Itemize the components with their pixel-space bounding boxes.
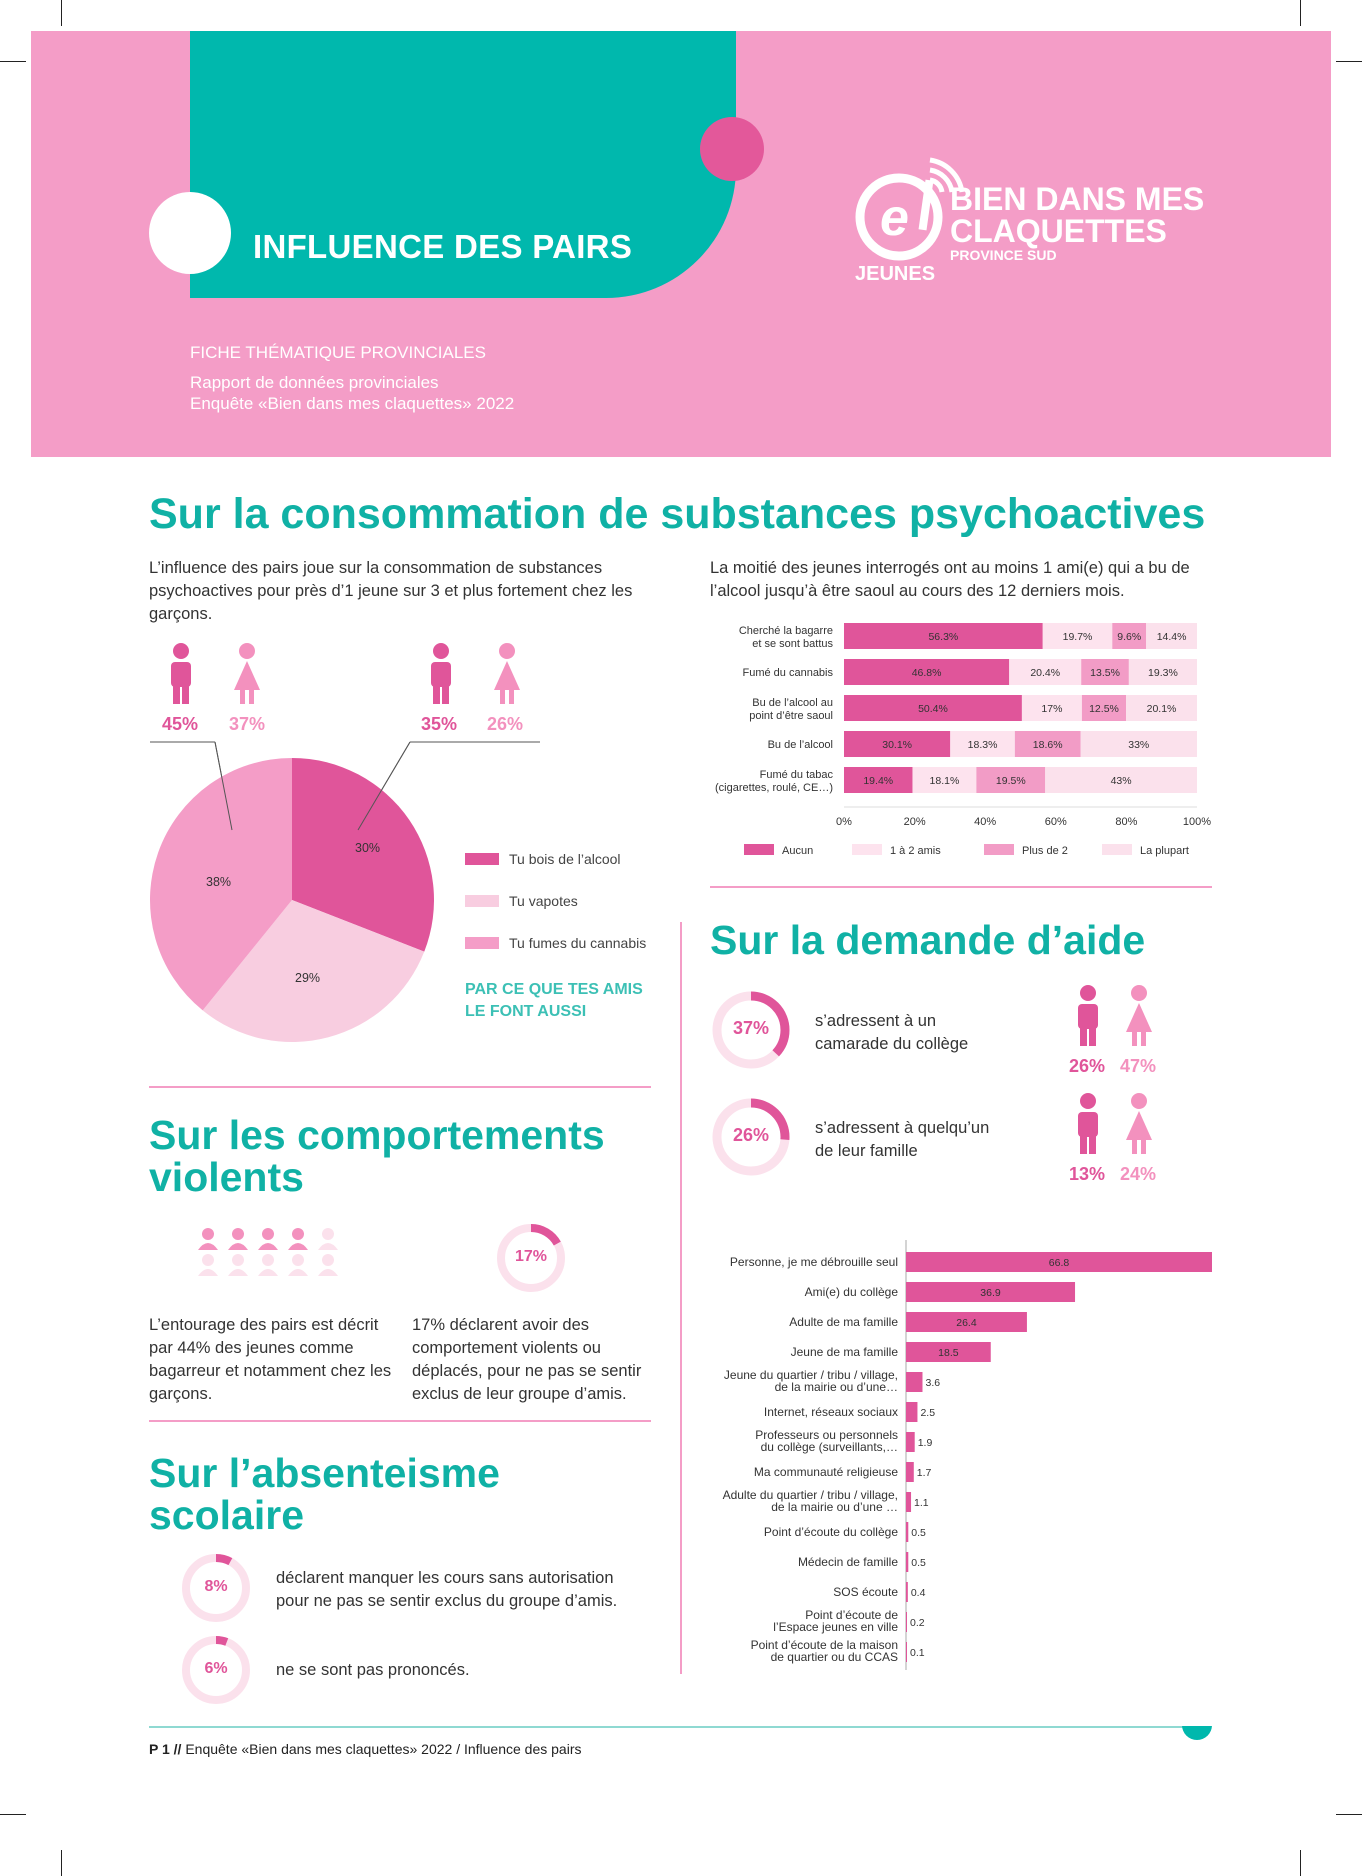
legend-label: Tu vapotes [509, 893, 578, 909]
divider [149, 1420, 651, 1422]
legend-label: Tu fumes du cannabis [509, 935, 647, 951]
x-tick-label: 40% [974, 816, 997, 828]
legend-swatch [465, 853, 499, 865]
bar [906, 1492, 911, 1512]
bar-category-label: SOS écoute [833, 1585, 898, 1599]
section-title [149, 1114, 605, 1198]
person-icon [318, 1269, 338, 1276]
boy-icon [426, 642, 456, 704]
bar-value: 46.8% [911, 667, 942, 679]
svg-text:e: e [880, 189, 909, 247]
bar-value: 26.4 [956, 1317, 977, 1329]
report-line: Rapport de données provinciales [190, 373, 439, 392]
title-line: Sur les comportements [149, 1112, 605, 1158]
donut-pct: 6% [204, 1660, 228, 1677]
pie-label: 30% [355, 841, 381, 855]
pct-boys: 13% [1069, 1164, 1106, 1184]
person-icon [318, 1243, 338, 1250]
bar [906, 1372, 922, 1392]
pct-girls: 37% [229, 714, 266, 734]
bar-category-label: Bu de l’alcool [767, 739, 833, 751]
aide-text [815, 1117, 989, 1163]
boy-icon [166, 642, 196, 704]
bar-value: 19.7% [1062, 631, 1093, 643]
bar-value: 19.3% [1148, 667, 1178, 679]
bar-value: 1.1 [914, 1497, 929, 1509]
person-icon [322, 1254, 334, 1266]
x-tick-label: 60% [1044, 816, 1067, 828]
legend-swatch [465, 895, 499, 907]
report-info [190, 372, 514, 414]
absent-line: pour ne pas se sentir exclus du groupe d’amis. [276, 1592, 618, 1610]
crop-mark [1300, 1850, 1301, 1876]
person-icon [292, 1254, 304, 1266]
bar [906, 1432, 915, 1452]
legend-swatch [984, 844, 1014, 855]
person-icon [202, 1254, 214, 1266]
bar-value: 20.4% [1030, 667, 1061, 679]
aide-line: de leur famille [815, 1142, 918, 1160]
title-line: violents [149, 1154, 304, 1200]
bar-value: 18.6% [1032, 739, 1063, 751]
section-title: Sur la demande d’aide [710, 917, 1146, 963]
legend-label: Plus de 2 [1022, 845, 1068, 857]
bar-value: 14.4% [1156, 631, 1187, 643]
bar-value: 33% [1128, 739, 1150, 751]
bar-value: 3.6 [925, 1377, 941, 1389]
bar-category-label: de quartier ou du CCAS [770, 1650, 898, 1664]
intro-left: L’influence des pairs joue sur la consommation de substances psychoactives pour près d’1 jeune sur 3 et plus fortement chez les garçons. [149, 559, 633, 623]
bar-value: 19.4% [863, 775, 894, 787]
aide-text [815, 1010, 968, 1056]
decor-circle [149, 192, 231, 274]
bar [906, 1642, 907, 1662]
pie-label: 38% [206, 875, 232, 889]
bar-value: 18.3% [967, 739, 998, 751]
report-line: Enquête «Bien dans mes claquettes» 2022 [190, 394, 515, 413]
donut-pct: 17% [514, 1248, 548, 1265]
bar-category-label: Point d’écoute du collège [763, 1525, 898, 1539]
pct-boys: 26% [1069, 1056, 1106, 1076]
bar-value: 0.5 [911, 1557, 926, 1569]
logo-jeunes: JEUNES [855, 263, 936, 285]
bar-category-label: Adulte de ma famille [789, 1315, 898, 1329]
person-icon [292, 1228, 304, 1240]
bar-value: 0.1 [910, 1647, 925, 1659]
crop-mark [1336, 61, 1362, 62]
person-icon [288, 1243, 308, 1250]
bar-value: 19.5% [995, 775, 1026, 787]
donut-pct: 8% [204, 1578, 228, 1595]
bar-category-label: Cherché la bagarre [738, 625, 833, 637]
bar-category-label: Ma communauté religieuse [753, 1465, 898, 1479]
absent-line: déclarent manquer les cours sans autorisation [276, 1569, 614, 1587]
bar-value: 18.5 [938, 1347, 959, 1359]
fiche-label: FICHE THÉMATIQUE PROVINCIALES [190, 343, 486, 362]
person-icon [262, 1228, 274, 1240]
aide-line: camarade du collège [815, 1035, 969, 1053]
person-icon [288, 1269, 308, 1276]
page-title: INFLUENCE DES PAIRS [253, 228, 633, 265]
logo-line: CLAQUETTES [950, 213, 1167, 249]
bar [906, 1582, 908, 1602]
bar-value: 12.5% [1089, 703, 1119, 715]
bar-category-label: et se sont battus [752, 638, 833, 650]
pie-label: 29% [295, 971, 321, 985]
pct-girls: 24% [1120, 1164, 1157, 1184]
bar [906, 1522, 908, 1542]
bar-category-label: Médecin de famille [797, 1555, 898, 1569]
violents-text: L’entourage des pairs est décrit par 44% des jeunes comme bagarreur et notamment chez les garçons. [149, 1316, 392, 1403]
aide-line: s’adressent à quelqu’un [815, 1119, 990, 1137]
bar-category-label: Professeurs ou personnels [755, 1428, 898, 1442]
bar [906, 1552, 908, 1572]
absent-text [276, 1567, 617, 1613]
person-icon [258, 1243, 278, 1250]
logo-text [950, 183, 1204, 247]
person-icon [198, 1269, 218, 1276]
bar-category-label: du collège (surveillants,… [760, 1440, 898, 1454]
legend-swatch [852, 844, 882, 855]
bar-category-label: l’Espace jeunes en ville [773, 1620, 898, 1634]
bar-category-label: Adulte du quartier / tribu / village, [722, 1488, 898, 1502]
crop-mark [61, 1850, 62, 1876]
bar-value: 1.9 [917, 1437, 933, 1449]
person-icon [262, 1254, 274, 1266]
boy-icon [1073, 984, 1103, 1046]
bar-category-label: de la mairie ou d’une … [771, 1500, 898, 1514]
bar [906, 1612, 907, 1632]
footer-topic: Influence des pairs [463, 1741, 582, 1757]
footer-text: Enquête «Bien dans mes claquettes» 2022 / [181, 1741, 464, 1757]
pct-boys: 45% [162, 714, 199, 734]
pct-girls: 47% [1120, 1056, 1157, 1076]
boy-icon [1073, 1092, 1103, 1154]
bar-value: 50.4% [918, 703, 948, 715]
bar-category-label: Point d’écoute de [805, 1608, 898, 1622]
person-icon [322, 1228, 334, 1240]
bar-value: 0.5 [911, 1527, 926, 1539]
crop-mark [1336, 1814, 1362, 1815]
person-icon [232, 1254, 244, 1266]
people-icon-grid [195, 1226, 345, 1286]
intro-right: La moitié des jeunes interrogés ont au moins 1 ami(e) qui a bu de l’alcool jusqu’à être saoul au cours des 12 derniers mois. [710, 559, 1190, 600]
crop-mark [1300, 0, 1301, 26]
bar-category-label: Personne, je me débrouille seul [729, 1255, 898, 1269]
bar-category-label: Jeune du quartier / tribu / village, [723, 1368, 898, 1382]
bar-value: 2.5 [920, 1407, 936, 1419]
divider [710, 886, 1212, 888]
bar-value: 0.4 [910, 1587, 926, 1599]
bar-value: 36.9 [980, 1287, 1001, 1299]
crop-mark [0, 61, 26, 62]
x-tick-label: 100% [1182, 816, 1212, 828]
bar-value: 30.1% [882, 739, 913, 751]
violents-text: 17% déclarent avoir des comportement violents ou déplacés, pour ne pas se sentir exclus de leur groupe d’amis. [412, 1316, 642, 1403]
person-icon [202, 1228, 214, 1240]
help-bar-chart [700, 1240, 1220, 1670]
person-icon [258, 1269, 278, 1276]
bar-category-label: Fumé du cannabis [742, 667, 833, 679]
bar-category-label: point d’être saoul [749, 710, 833, 722]
bar-value: 1.7 [916, 1467, 932, 1479]
bar-value: 56.3% [928, 631, 959, 643]
person-icon [198, 1243, 218, 1250]
crop-mark [61, 0, 62, 26]
title-line: Sur l’absenteisme [149, 1450, 500, 1496]
absent-text: ne se sont pas prononcés. [276, 1661, 470, 1679]
girl-icon [1124, 1092, 1154, 1154]
bar-value: 0.2 [910, 1617, 925, 1629]
footer-rule [149, 1726, 1211, 1728]
footer [149, 1741, 582, 1757]
girl-icon [492, 642, 522, 704]
legend-label: Tu bois de l’alcool [509, 851, 621, 867]
logo-line: BIEN DANS MES [950, 181, 1205, 217]
bar [906, 1462, 914, 1482]
divider [149, 1086, 651, 1088]
bar-value: 43% [1110, 775, 1132, 787]
legend-swatch [744, 844, 774, 855]
bar-category-label: Point d’écoute de la maison [750, 1638, 898, 1652]
donut-pct: 37% [732, 1018, 770, 1038]
title-line: scolaire [149, 1492, 304, 1538]
pct-boys: 35% [421, 714, 458, 734]
bar-category-label: de la mairie ou d’une… [774, 1380, 898, 1394]
girl-icon [232, 642, 262, 704]
x-tick-label: 20% [903, 816, 926, 828]
decor-circle [700, 117, 764, 181]
divider [680, 922, 682, 1674]
donut-pct: 26% [732, 1125, 770, 1145]
bar-value: 17% [1041, 703, 1063, 715]
legend-swatch [465, 937, 499, 949]
bar-value: 13.5% [1090, 667, 1120, 679]
person-icon [232, 1228, 244, 1240]
legend-swatch [1102, 844, 1132, 855]
bar-category-label: (cigarettes, roulé, CE…) [715, 782, 833, 794]
legend-label: 1 à 2 amis [890, 845, 941, 857]
teal-note-line: LE FONT AUSSI [465, 1003, 587, 1020]
stacked-bar-chart [700, 615, 1240, 865]
bar-value: 66.8 [1048, 1257, 1070, 1269]
teal-note-line: PAR CE QUE TES AMIS [465, 981, 643, 998]
bar-category-label: Jeune de ma famille [790, 1345, 898, 1359]
legend-label: Aucun [782, 845, 814, 857]
footer-decor [1182, 1710, 1212, 1740]
person-icon [228, 1243, 248, 1250]
logo-sub: PROVINCE SUD [950, 247, 1057, 263]
teal-note [465, 979, 643, 1023]
bar-category-label: Ami(e) du collège [804, 1285, 898, 1299]
section-title [149, 1452, 500, 1536]
person-icon [228, 1269, 248, 1276]
bar-category-label: Internet, réseaux sociaux [763, 1405, 898, 1419]
bar-value: 20.1% [1146, 703, 1177, 715]
x-tick-label: 80% [1115, 816, 1138, 828]
x-tick-label: 0% [836, 816, 852, 828]
girl-icon [1124, 984, 1154, 1046]
page-number: P 1 // [149, 1741, 182, 1757]
bar-category-label: Bu de l’alcool au [752, 697, 833, 709]
crop-mark [0, 1814, 26, 1815]
bar-category-label: Fumé du tabac [759, 769, 833, 781]
bar [906, 1402, 917, 1422]
bar-value: 9.6% [1117, 631, 1142, 643]
section-title: Sur la consommation de substances psychoactives [149, 490, 1206, 538]
legend-label: La plupart [1140, 845, 1189, 857]
aide-line: s’adressent à un [815, 1012, 937, 1030]
pct-girls: 26% [487, 714, 524, 734]
bar-value: 18.1% [929, 775, 960, 787]
